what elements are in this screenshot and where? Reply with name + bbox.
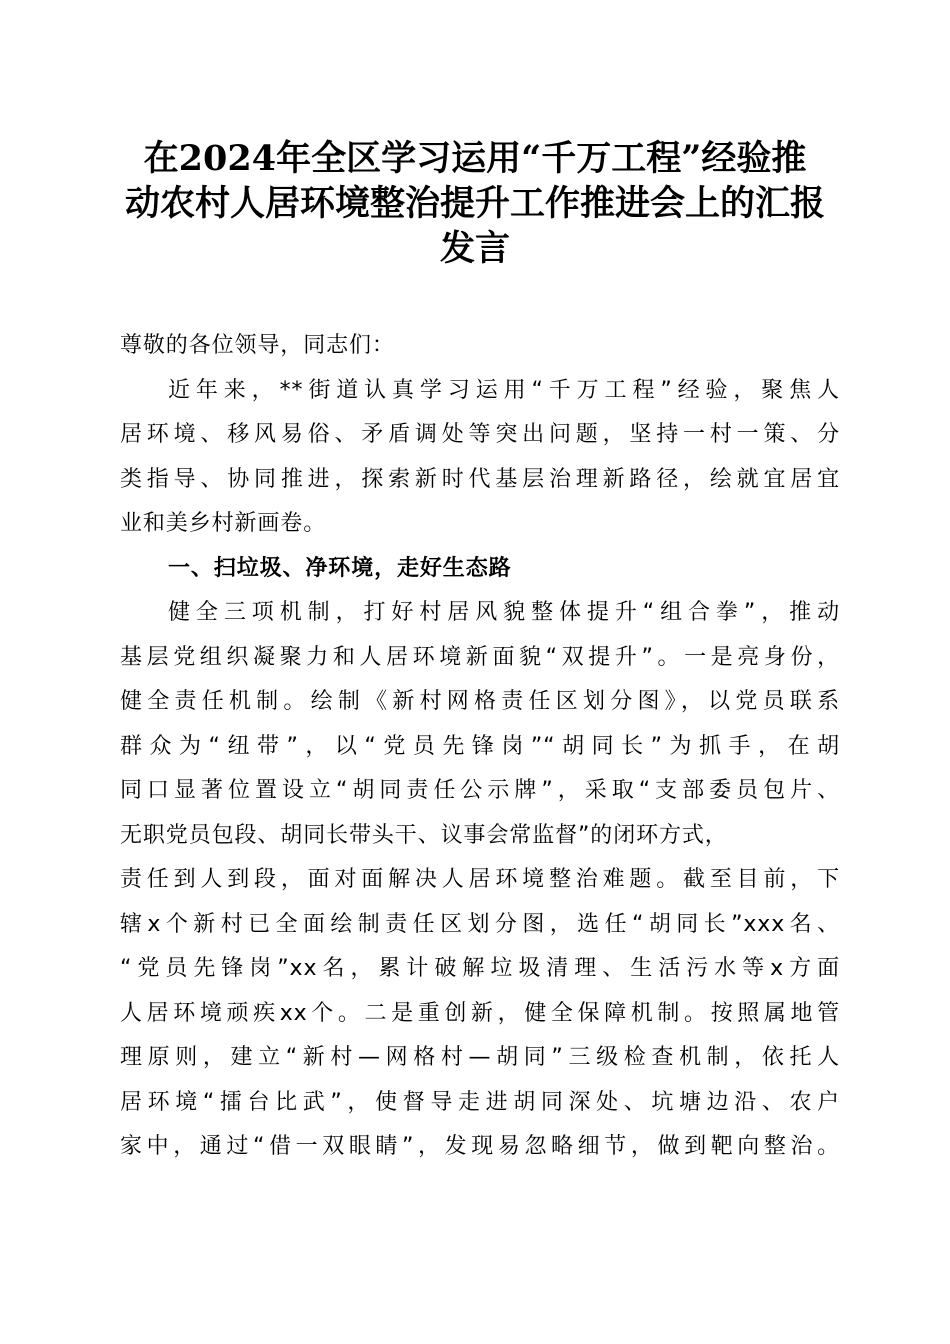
section-line: “党员先锋岗”xx名，累计破解垃圾清理、生活污水等x方面 (120, 956, 840, 981)
title-line: 在2024年全区学习运用“千万工程”经验推 (143, 138, 807, 179)
section-line: 健全三项机制，打好村居风貌整体提升“组合拳”，推动 (168, 600, 840, 625)
section-line: 理原则，建立“新村—网格村—胡同”三级检查机制，依托人 (120, 1045, 840, 1070)
intro-line: 业和美乡村新画卷。 (120, 511, 327, 536)
document-title (110, 136, 840, 271)
section-line: 家中，通过“借一双眼睛”，发现易忽略细节，做到靶向整治。 (120, 1134, 840, 1159)
section-line: 居环境“擂台比武”，使督导走进胡同深处、坑塘边沿、农户 (120, 1089, 840, 1115)
section-line: 人居环境顽疾xx个。二是重创新，健全保障机制。按照属地管 (120, 1000, 840, 1026)
section-line: 同口显著位置设立“胡同责任公示牌”，采取“支部委员包片、 (120, 778, 840, 803)
section-line: 基层党组织凝聚力和人居环境新面貌“双提升”。一是亮身份， (120, 644, 840, 670)
section-line: 健全责任机制。绘制《新村网格责任区划分图》，以党员联系 (120, 689, 840, 714)
section-line: 群众为“纽带”，以“党员先锋岗”“胡同长”为抓手，在胡 (120, 733, 840, 759)
section-line: 责任到人到段，面对面解决人居环境整治难题。截至目前，下 (120, 867, 840, 892)
section-heading: 一、扫垃圾、净环境，走好生态路 (168, 555, 512, 581)
intro-line: 居环境、移风易俗、矛盾调处等突出问题，坚持一村一策、分 (120, 422, 840, 447)
salutation: 尊敬的各位领导，同志们： (120, 333, 395, 358)
section-line: 辖x个新村已全面绘制责任区划分图，选任“胡同长”xxx名、 (120, 911, 840, 937)
document-body (120, 324, 840, 1170)
section-line: 无职党员包段、胡同长带头干、议事会常监督”的闭环方式， (120, 822, 728, 848)
title-line: 动农村人居环境整治提升工作推进会上的汇报 (124, 183, 825, 224)
intro-line: 类指导、协同推进，探索新时代基层治理新路径，绘就宜居宜 (120, 466, 840, 492)
title-line: 发言 (439, 228, 510, 269)
intro-line: 近年来，**街道认真学习运用“千万工程”经验，聚焦人 (168, 377, 840, 403)
